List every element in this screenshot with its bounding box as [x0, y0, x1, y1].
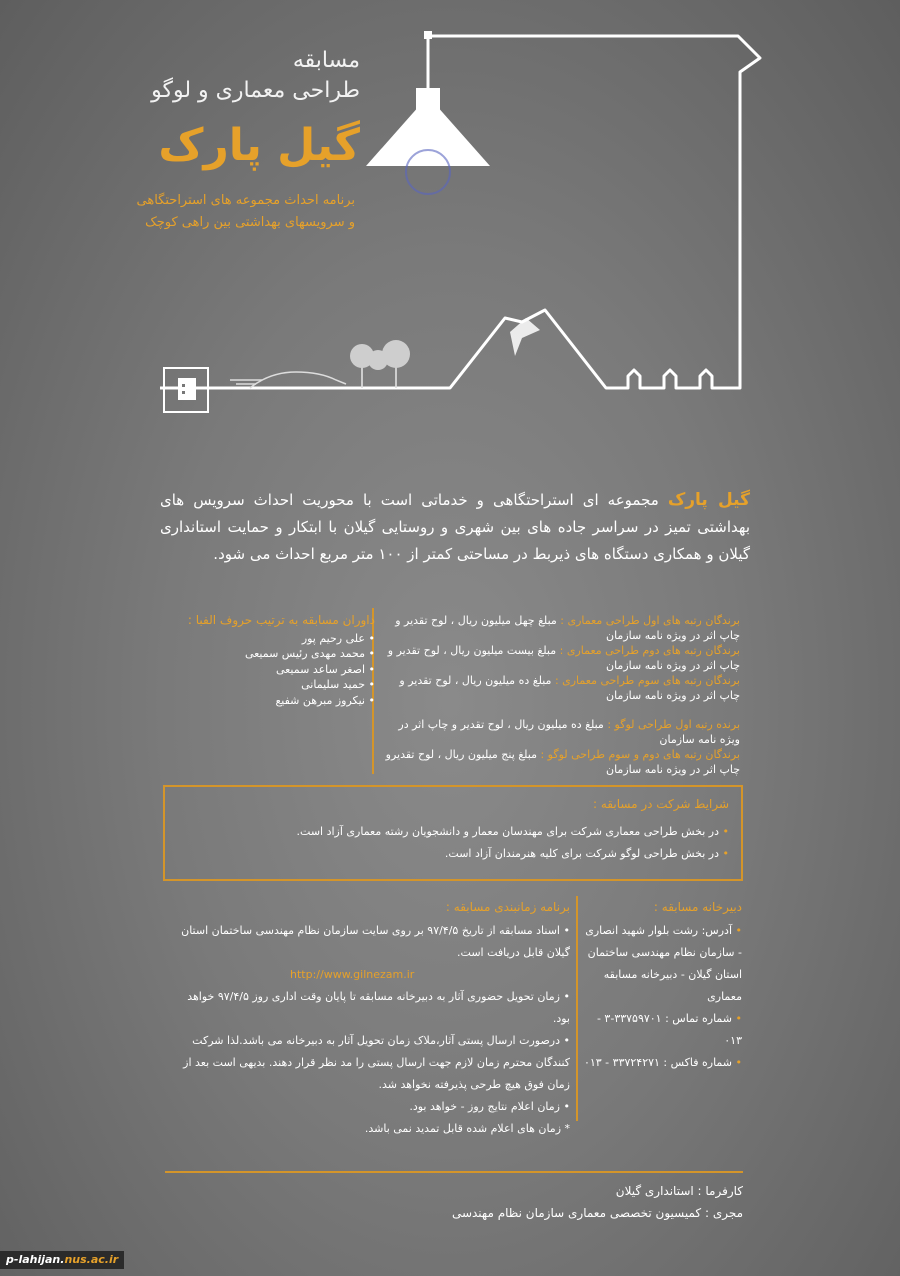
- schedule-item: * زمان های اعلام شده قابل تمدید نمی باشد.: [364, 1122, 570, 1135]
- title-line1: مسابقه: [292, 48, 360, 73]
- condition-item: • در بخش طراحی معماری شرکت برای مهندسان معمار و دانشجویان رشته معماری آزاد است.: [296, 825, 729, 838]
- prize-item: برندگان رتبه های سوم طراحی معماری : مبلغ ده میلیون ریال ، لوح تقدیر و چاپ اثر در ویژه نامه سازمان: [399, 674, 740, 702]
- plug-icon: [178, 378, 196, 400]
- conditions-title: شرایط شرکت در مسابقه :: [593, 797, 729, 811]
- condition-item: • در بخش طراحی لوگو شرکت برای کلیه هنرمندان آزاد است.: [444, 847, 729, 860]
- secretariat-fax: • شماره فاکس : ۳۳۷۲۴۲۷۱ - ۰۱۳: [583, 1056, 742, 1069]
- judge-item: • حمید سلیمانی: [301, 678, 375, 691]
- prize-item: برندگان رتبه های اول طراحی معماری : مبلغ چهل میلیون ریال ، لوح تقدیر و چاپ اثر در ویژه نامه سازمان: [395, 614, 740, 642]
- secretariat-panel: [582, 896, 742, 1074]
- intro-text: مجموعه ای استراحتگاهی و خدماتی است با محوریت احداث سرویس های بهداشتی تمیز در سراسر جاده های بین شهری و روستایی گیلان با ابتکار و حمایت استانداری گیلان و همکاری دستگاه های ذیربط در مساحتی کمتر از ۱۰۰ متر مربع احداث می شود.: [160, 491, 750, 563]
- prize-item: برندگان رتبه های دوم و سوم طراحی لوگو : مبلغ پنج میلیون ریال ، لوح تقدیرو چاپ اثر در ویژه نامه سازمان: [385, 748, 740, 776]
- judges-panel: [175, 613, 375, 708]
- prize-item: برنده رتبه اول طراحی لوگو : مبلغ ده میلیون ریال ، لوح تقدیر و چاپ اثر در ویژه نامه سازمان: [398, 718, 740, 746]
- footer-employer: کارفرما : استانداری گیلان: [615, 1184, 743, 1198]
- footer-executor: مجری : کمیسیون تخصصی معماری سازمان نظام مهندسی: [451, 1206, 743, 1220]
- brand-title: گیل پارک: [158, 120, 360, 171]
- secretariat-phone: • شماره تماس : ۳۳۷۵۹۷۰۱-۳ - ۰۱۳: [596, 1012, 742, 1047]
- subtitle: [125, 190, 355, 234]
- title-line2: طراحی معماری و لوگو: [151, 78, 360, 103]
- lamp-hook: [424, 31, 432, 39]
- prize-item: برندگان رتبه های دوم طراحی معماری : مبلغ بیست میلیون ریال ، لوح تقدیر و چاپ اثر در ویژه نامه سازمان: [387, 644, 740, 672]
- schedule-item: • درصورت ارسال پستی آثار،ملاک زمان تحویل آثار به دبیرخانه می باشد.لذا شرکت کنندگان محترم زمان لازم جهت ارسال پستی را مد نظر قرار دهند. بدیهی است بعد از زمان فوق هیچ طرحی پذیرفته نخواهد شد.: [183, 1034, 570, 1091]
- lamp-shade: [366, 96, 490, 166]
- schedule-item: • زمان اعلام نتایج روز - خواهد بود.: [409, 1100, 570, 1113]
- conditions-box: [163, 785, 743, 881]
- judge-item: • علی رحیم پور: [301, 631, 375, 645]
- schedule-item: • اسناد مسابقه از تاریخ ۹۷/۴/۵ بر روی سایت سازمان نظام مهندسی ساختمان استان گیلان قابل دریافت است.: [181, 924, 570, 959]
- prizes-list: [380, 613, 740, 777]
- judge-item: • نیکروز مبرهن شفیع: [275, 693, 375, 707]
- divider-horizontal: [165, 1171, 743, 1173]
- conditions-list: [297, 821, 729, 865]
- judges-title: داوران مسابقه به ترتیب حروف الفبا :: [187, 613, 375, 627]
- divider-vertical: [576, 896, 578, 1121]
- schedule-item: • زمان تحویل حضوری آثار به دبیرخانه مسابقه تا پایان وقت اداری روز ۹۷/۴/۵ خواهد بود.: [187, 990, 570, 1025]
- car-icon: [230, 372, 346, 388]
- subtitle-line2: و سرویسهای بهداشتی بین راهی کوچک: [145, 215, 355, 230]
- schedule-panel: [170, 896, 570, 1140]
- intro-paragraph: [160, 487, 750, 568]
- subtitle-line1: برنامه احداث مجموعه های استراحتگاهی: [136, 193, 355, 208]
- mountain-peak: [510, 318, 540, 356]
- footer: [165, 1180, 743, 1224]
- secretariat-address: • آدرس: رشت بلوار شهید انصاری - سازمان نظام مهندسی ساختمان استان گیلان - دبیرخانه مسابقه معماری: [585, 924, 742, 1003]
- intro-lead: گیل پارک: [667, 490, 750, 510]
- trees-icon: [350, 340, 410, 388]
- schedule-link[interactable]: http://www.gilnezam.ir: [290, 968, 415, 981]
- watermark: p-lahijan.nus.ac.ir: [0, 1251, 124, 1269]
- secretariat-title: دبیرخانه مسابقه :: [653, 900, 742, 914]
- judge-item: • محمد مهدی رئیس سمیعی: [244, 647, 375, 660]
- judge-item: • اصغر ساعد سمیعی: [275, 662, 375, 676]
- schedule-title: برنامه زمانبندی مسابقه :: [445, 900, 570, 914]
